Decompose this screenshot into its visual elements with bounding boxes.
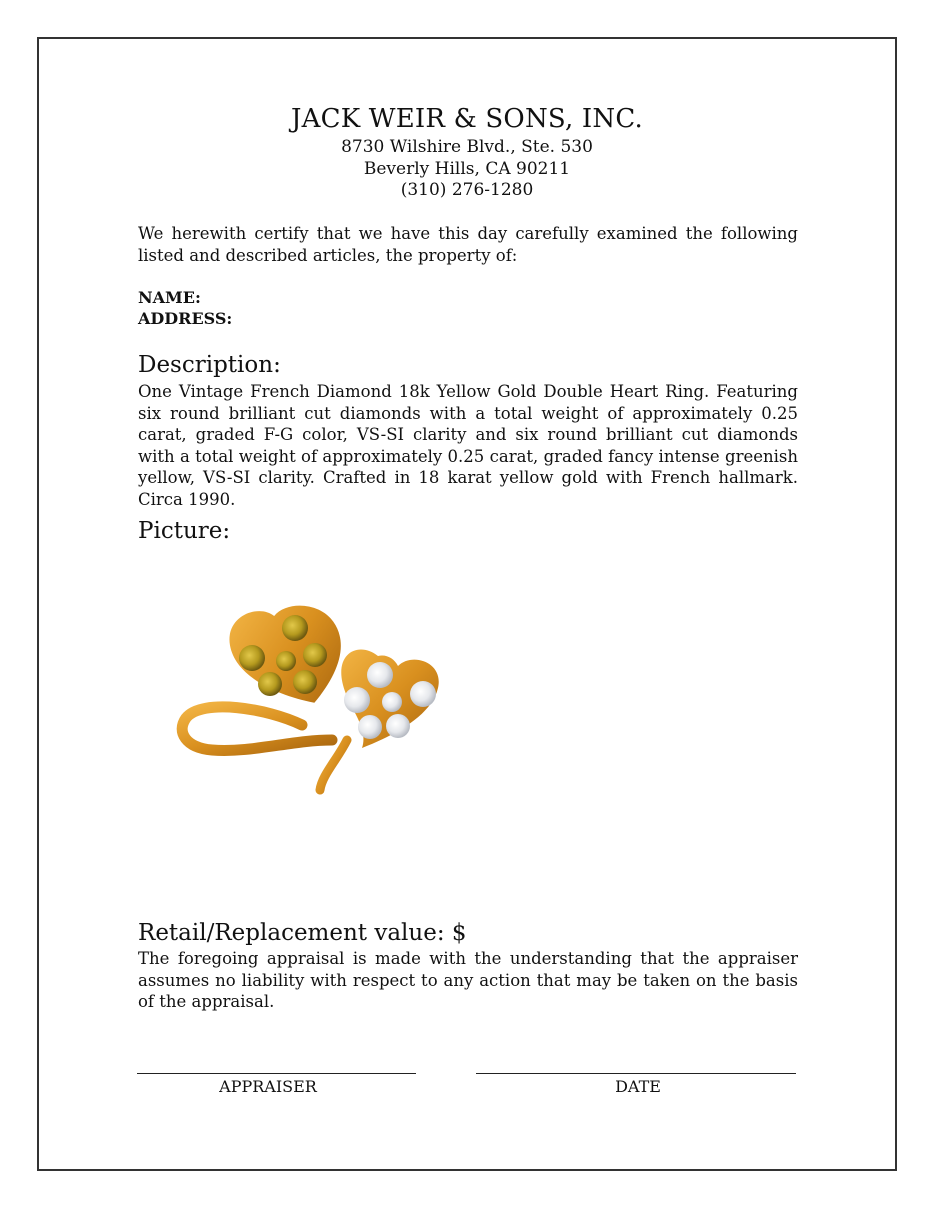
description-heading: Description: — [138, 352, 281, 378]
retail-value-heading: Retail/Replacement value: $ — [138, 920, 467, 946]
date-signature-line — [476, 1073, 796, 1074]
company-phone: (310) 276-1280 — [400, 180, 534, 200]
picture-heading: Picture: — [138, 518, 231, 544]
description-text: One Vintage French Diamond 18k Yellow Gold Double Heart Ring. Featuring six round brilliant cut diamonds with a total weight of approximately 0.25 carat, graded F-G color, VS-SI clarity and six round brilliant cut diamonds with a total weight of approximately 0.25 carat, graded fancy intense greenish yellow, VS-SI clarity. Crafted in 18 karat yellow gold with French hallmark. Circa 1990. — [138, 382, 798, 509]
disclaimer-text: The foregoing appraisal is made with the understanding that the appraiser assumes no liability with respect to any action that may be taken on the basis of the appraisal. — [138, 949, 798, 1011]
owner-name-label: NAME: — [138, 288, 201, 307]
date-label: DATE — [615, 1077, 661, 1096]
appraiser-label: APPRAISER — [219, 1077, 317, 1096]
appraiser-signature-line — [137, 1073, 416, 1074]
ring-band — [182, 707, 347, 790]
owner-address-label: ADDRESS: — [138, 309, 233, 328]
left-heart-yellow-diamonds — [223, 593, 354, 720]
company-name: JACK WEIR & SONS, INC. — [291, 104, 643, 134]
certification-text: We herewith certify that we have this day carefully examined the following listed and described articles, the property of: — [138, 224, 798, 265]
ring-photo — [172, 590, 462, 810]
company-address-line2: Beverly Hills, CA 90211 — [363, 159, 571, 179]
company-address-line1: 8730 Wilshire Blvd., Ste. 530 — [341, 137, 593, 157]
right-heart-white-diamonds — [341, 650, 438, 748]
